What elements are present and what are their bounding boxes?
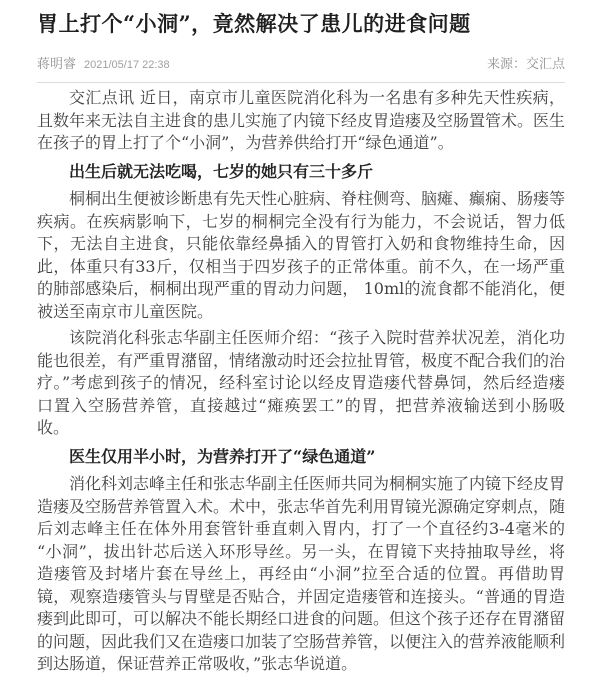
article-title: 胃上打个“小洞”，竟然解决了患儿的进食问题: [37, 11, 471, 36]
paragraph-4: 消化科刘志峰主任和张志华副主任医师共同为桐桐实施了内镜下经皮胃造瘘及空肠营养管置入术。术中，张志华首先利用胃镜光源确定穿刺点，随后刘志峰主任在体外用套管针垂直刺入胃内，打了一个直径约3-4毫米的“小洞”，拔出针芯后送入环形导丝。另一头，在胃镜下夹持抽取导丝，将造瘘管及封堵片套在导丝上，再经由“小洞”拉至合适的位置。再借助胃镜，观察造瘘管头与胃壁是否贴合，并固定造瘘管和连接头。“普通的胃造瘘到此即可，可以解决不能长期经口进食的问题。但这个孩子还存在胃潴留的问题，因此我们又在造瘘口加装了空肠营养管，以便注入的营养液能顺利到达肠道，保证营养正常吸收，”张志华说道。: [37, 474, 566, 673]
article-body: [37, 87, 565, 676]
section-heading-2: 医生仅用半小时，为营养打开了“绿色通道”: [69, 446, 376, 466]
author-name: 蒋明睿: [37, 56, 77, 71]
publish-datetime: 2021/05/17 22:38: [84, 59, 170, 71]
paragraph-lead: 交汇点讯 近日，南京市儿童医院消化科为一名患有多种先天性疾病，且数年来无法自主进食的患儿实施了内镜下经皮胃造瘘及空肠置管术。医生在孩子的胃上打了个“小洞”，为营养供给打开“绿色通道”。: [37, 88, 566, 152]
paragraph-2: 桐桐出生便被诊断患有先天性心脏病、脊柱侧弯、脑瘫、癫痫、肠瘘等疾病。在疾病影响下，七岁的桐桐完全没有行为能力，不会说话，智力低下，无法自主进食，只能依靠经鼻插入的胃管打入奶和食物维持生命，因此，体重只有33斤，仅相当于四岁孩子的正常体重。前不久，在一场严重的肺部感染后，桐桐出现严重的胃动力问题， 10ml的流食都不能消化，便被送至南京市儿童医院。: [37, 189, 566, 321]
paragraph-3: 该院消化科张志华副主任医师介绍：“孩子入院时营养状况差，消化功能也很差，有严重胃潴留，情绪激动时还会拉扯胃管，极度不配合我们的治疗。”考虑到孩子的情况，经科室讨论以经皮胃造瘘代替鼻饲，然后经造瘘口置入空肠营养管，直接越过“瘫痪罢工”的胃，把营养液输送到小肠吸收。: [37, 328, 566, 437]
byline: [37, 53, 565, 72]
header-divider: [37, 82, 565, 83]
section-heading-1: 出生后就无法吃喝，七岁的她只有三十多斤: [69, 161, 374, 181]
source-label: 来源：交汇点: [486, 56, 565, 71]
